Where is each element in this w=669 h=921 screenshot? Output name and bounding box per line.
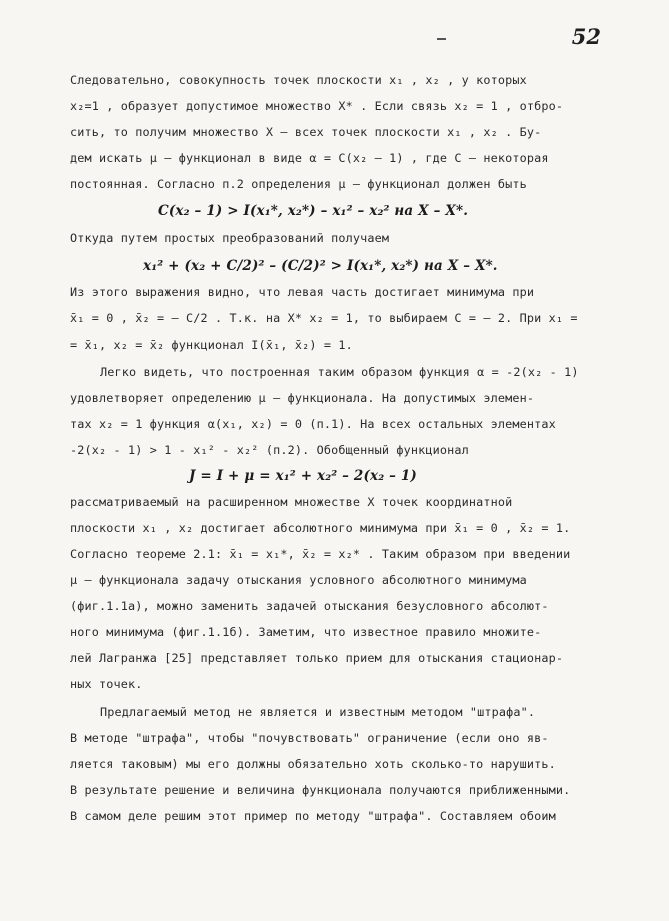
- formula-line: J = I + μ = x₁² + x₂² – 2(x₂ – 1): [189, 468, 417, 484]
- line-text: В результате решение и величина функционала получаются приближенными.: [70, 783, 571, 797]
- text-line: [0, 594, 669, 618]
- text-line: [0, 490, 669, 514]
- line-text: = x̄₁, x₂ = x̄₂ функционал I(x̄₁, x̄₂) = 1.: [70, 338, 353, 352]
- text-line: [0, 226, 669, 250]
- text-line: [0, 199, 669, 223]
- text-line: [0, 542, 669, 566]
- text-line: [0, 568, 669, 592]
- line-text: удовлетворяет определению μ – функционала. На допустимых элемен-: [70, 391, 535, 405]
- line-text: рассматриваемый на расширенном множестве X точек координатной: [70, 495, 513, 509]
- line-text: тах x₂ = 1 функция α(x₁, x₂) = 0 (п.1). На всех остальных элементах: [70, 417, 556, 431]
- text-line: [0, 280, 669, 304]
- line-text: Согласно теореме 2.1: x̄₁ = x₁*, x̄₂ = x₂* . Таким образом при введении: [70, 547, 571, 561]
- line-text: лей Лагранжа [25] представляет только прием для отыскания стационар-: [70, 651, 564, 665]
- formula-line: C(x₂ – 1) > I(x₁*, x₂*) – x₁² – x₂² на X – X*.: [158, 203, 469, 219]
- line-text: дем искать μ – функционал в виде α = C(x₂ – 1) , где C – некоторая: [70, 151, 549, 165]
- line-text: ного минимума (фиг.1.1б). Заметим, что известное правило множите-: [70, 625, 542, 639]
- text-line: [0, 752, 669, 776]
- line-text: μ – функционала задачу отыскания условного абсолютного минимума: [70, 573, 527, 587]
- text-line: [0, 464, 669, 488]
- text-line: [0, 438, 669, 462]
- text-line: [0, 68, 669, 92]
- line-text: x₂=1 , образует допустимое множество X* . Если связь x₂ = 1 , отбро-: [70, 99, 564, 113]
- line-text: x̄₁ = 0 , x̄₂ = – C/2 . Т.к. на X* x₂ = 1, то выбираем C = – 2. При x₁ =: [70, 311, 578, 325]
- text-line: [0, 172, 669, 196]
- text-line: [0, 700, 669, 724]
- line-text: Предлагаемый метод не является и известным методом "штрафа".: [100, 705, 536, 719]
- text-line: [0, 146, 669, 170]
- text-line: [0, 620, 669, 644]
- line-text: сить, то получим множество X – всех точек плоскости x₁ , x₂ . Бу-: [70, 125, 542, 139]
- text-line: [0, 120, 669, 144]
- line-text: -2(x₂ - 1) > 1 - x₁² - x₂² (п.2). Обобщенный функционал: [70, 443, 469, 457]
- text-line: [0, 646, 669, 670]
- dash-mark: [437, 38, 446, 40]
- line-text: плоскости x₁ , x₂ достигает абсолютного минимума при x̄₁ = 0 , x̄₂ = 1.: [70, 521, 571, 535]
- line-text: Откуда путем простых преобразований получаем: [70, 231, 390, 245]
- line-text: В методе "штрафа", чтобы "почувствовать" ограничение (если оно яв-: [70, 731, 549, 745]
- text-line: [0, 804, 669, 828]
- text-line: [0, 386, 669, 410]
- line-text: Легко видеть, что построенная таким образом функция α = -2(x₂ - 1): [100, 365, 579, 379]
- text-line: [0, 726, 669, 750]
- text-line: [0, 778, 669, 802]
- page-number: 52: [571, 24, 601, 49]
- text-line: [0, 254, 669, 278]
- text-line: [0, 333, 669, 357]
- line-text: постоянная. Согласно п.2 определения μ – функционал должен быть: [70, 177, 527, 191]
- line-text: ляется таковым) мы его должны обязательно хоть сколько-то нарушить.: [70, 757, 556, 771]
- text-line: [0, 516, 669, 540]
- text-line: [0, 412, 669, 436]
- text-line: [0, 94, 669, 118]
- line-text: Из этого выражения видно, что левая часть достигает минимума при: [70, 285, 535, 299]
- text-line: [0, 672, 669, 696]
- text-line: [0, 360, 669, 384]
- line-text: ных точек.: [70, 677, 143, 691]
- text-line: [0, 306, 669, 330]
- line-text: Следовательно, совокупность точек плоскости x₁ , x₂ , у которых: [70, 73, 527, 87]
- line-text: В самом деле решим этот пример по методу "штрафа". Составляем обоим: [70, 809, 556, 823]
- formula-line: x₁² + (x₂ + C/2)² – (C/2)² > I(x₁*, x₂*) на X – X*.: [143, 258, 498, 274]
- line-text: (фиг.1.1а), можно заменить задачей отыскания безусловного абсолют-: [70, 599, 549, 613]
